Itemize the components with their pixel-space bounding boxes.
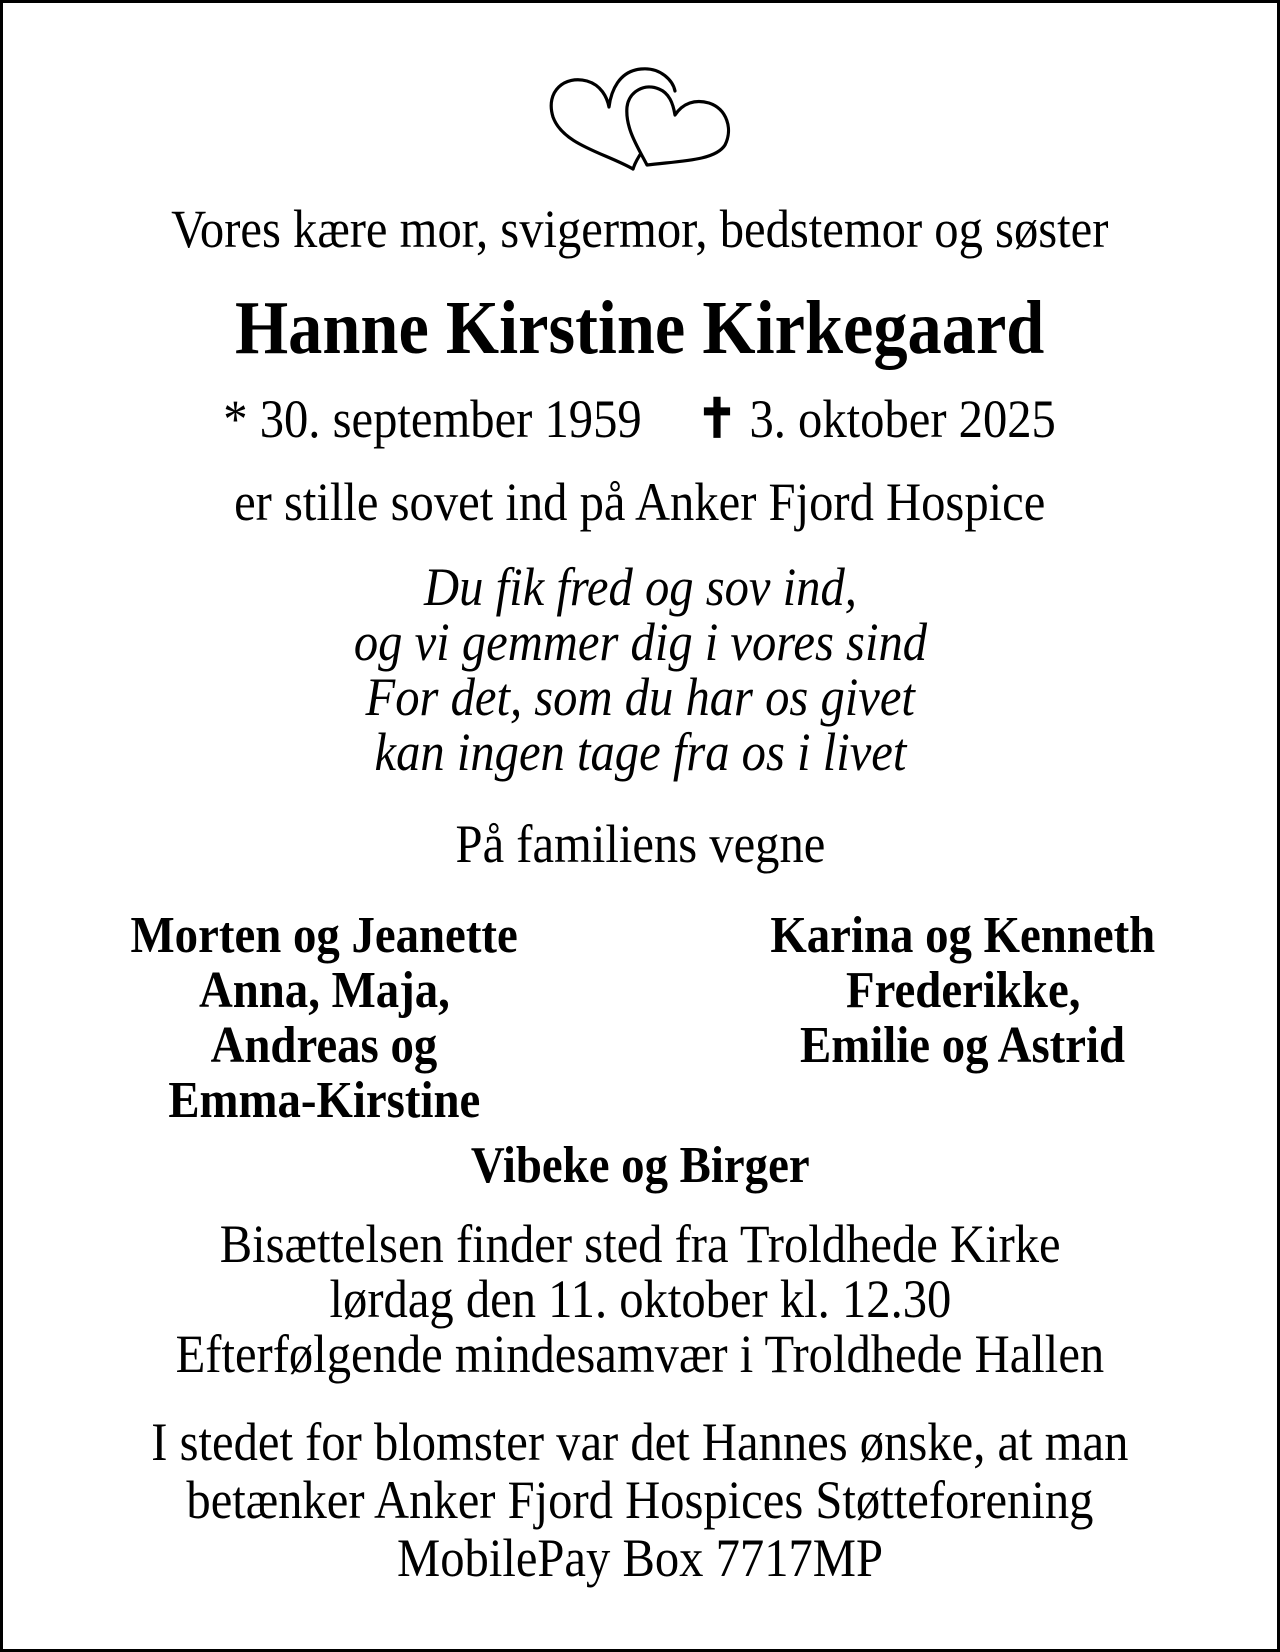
family-name: Vibeke og Birger	[470, 1137, 810, 1194]
death-cross-icon: ✝	[697, 389, 738, 449]
donation-line-2	[3, 1470, 1277, 1530]
birth-star-icon: *	[223, 389, 248, 449]
family-left-line-4	[24, 1072, 624, 1129]
double-hearts-icon	[545, 61, 741, 177]
on-behalf-text: På familiens vegne	[455, 814, 825, 874]
poem-line-1	[3, 557, 1277, 617]
poem-line-2	[3, 612, 1277, 672]
family-name: Emma-Kirstine	[168, 1072, 480, 1129]
donation-text: betænker Anker Fjord Hospices Støtteforening	[186, 1470, 1094, 1530]
funeral-text: Bisættelsen finder sted fra Troldhede Kirke	[219, 1214, 1061, 1274]
family-left-line-3	[24, 1017, 624, 1074]
family-right-line-3	[663, 1017, 1263, 1074]
poem-text: Du fik fred og sov ind,	[423, 557, 857, 617]
on-behalf-line	[3, 814, 1277, 874]
place-line	[3, 472, 1277, 532]
deceased-name	[3, 286, 1277, 370]
funeral-line-3	[3, 1324, 1277, 1384]
intro-line	[3, 199, 1277, 259]
family-left-line-2	[24, 962, 624, 1019]
family-right-line-1	[663, 907, 1263, 964]
dates-line	[3, 389, 1277, 449]
funeral-line-2	[3, 1269, 1277, 1329]
poem-text: For det, som du har os givet	[365, 667, 915, 727]
donation-text: MobilePay Box 7717MP	[396, 1528, 884, 1588]
family-name: Emilie og Astrid	[800, 1017, 1126, 1074]
family-left-line-1	[24, 907, 624, 964]
family-name: Anna, Maja,	[198, 962, 450, 1019]
family-right-line-2	[663, 962, 1263, 1019]
poem-text: og vi gemmer dig i vores sind	[353, 612, 927, 672]
family-name: Morten og Jeanette	[130, 907, 518, 964]
funeral-line-1	[3, 1214, 1277, 1274]
poem-line-4	[3, 722, 1277, 782]
funeral-text: lørdag den 11. oktober kl. 12.30	[329, 1269, 951, 1329]
family-name: Frederikke,	[845, 962, 1081, 1019]
family-name: Karina og Kenneth	[770, 907, 1156, 964]
donation-line-1	[3, 1412, 1277, 1472]
place-text: er stille sovet ind på Anker Fjord Hospice	[234, 472, 1046, 532]
funeral-text: Efterfølgende mindesamvær i Troldhede Hallen	[175, 1324, 1105, 1384]
birth-date: 30. september 1959	[260, 389, 643, 449]
death-date: 3. oktober 2025	[749, 389, 1057, 449]
family-center-line	[3, 1137, 1277, 1194]
dates-group	[223, 389, 1057, 449]
intro-text: Vores kære mor, svigermor, bedstemor og søster	[171, 199, 1109, 259]
poem-text: kan ingen tage fra os i livet	[374, 722, 906, 782]
donation-line-3	[3, 1528, 1277, 1588]
poem-line-3	[3, 667, 1277, 727]
donation-text: I stedet for blomster var det Hannes ønske, at man	[151, 1412, 1129, 1472]
family-name: Andreas og	[210, 1017, 438, 1074]
name-text: Hanne Kirstine Kirkegaard	[235, 286, 1045, 370]
